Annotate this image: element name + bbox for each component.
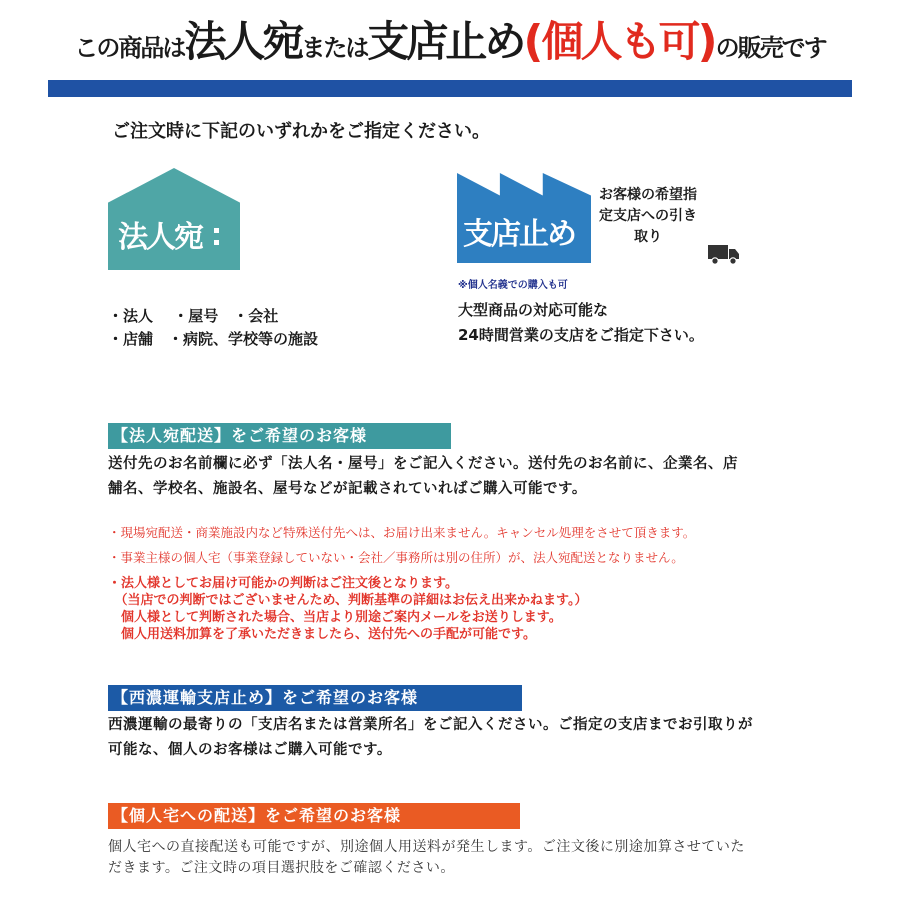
- truck-icon: [708, 243, 740, 265]
- header: [0, 0, 900, 100]
- corporate-note-1: ・現場宛配送・商業施設内など特殊送付先へは、お届け出来ません。キャンセル処理をさせて頂きます。: [108, 525, 696, 540]
- page-title: [0, 16, 900, 67]
- section-corporate-heading: 【法人宛配送】をご希望のお客様: [108, 423, 451, 449]
- title-individual-ok: 個人も可: [541, 17, 698, 66]
- section-corporate-body: 送付先のお名前欄に必ず「法人名・屋号」をご記入ください。送付先のお名前に、企業名、店舗名、学校名、施設名、屋号などが記載されていればご購入可能です。: [108, 456, 738, 497]
- house-window-dots: [214, 228, 220, 246]
- corporate-label: 法人宛: [118, 220, 202, 255]
- branch-label: 支店止め: [463, 217, 575, 252]
- pickup-text: お客様の希望指定支店への引き取り: [599, 187, 697, 245]
- title-paren-close: ): [697, 16, 716, 67]
- branch-note: ※個人名義での購入も可: [458, 280, 568, 291]
- intro-text: ご注文時に下記のいずれかをご指定ください。: [112, 121, 490, 142]
- corporate-note-3: ・法人様としてお届け可能かの判断はご注文後となります。 （当店での判断ではございませんため、判断基準の詳細はお伝え出来かねます。） 個人様として判断された場合、当店より別途ご案内メールをお送りします。 個人用送料加算を了承いただきましたら、送付先への手配が可能です。: [108, 576, 588, 642]
- title-part-6: の販売です: [715, 34, 826, 62]
- corporate-note-2: ・事業主様の個人宅（事業登録していない・会社／事務所は別の住所）が、法人宛配送となりません。: [108, 550, 684, 565]
- section-branch-body: 西濃運輸の最寄りの「支店名または営業所名」をご記入ください。ご指定の支店までお引取りが可能な、個人のお客様はご購入可能です。: [108, 717, 753, 758]
- factory-icon: [457, 173, 591, 263]
- title-part-1: この商品は: [74, 34, 185, 62]
- title-corporate: 法人宛: [184, 17, 302, 66]
- house-icon: [108, 168, 240, 270]
- title-paren-open: (: [523, 16, 542, 67]
- branch-description: 大型商品の対応可能な 24時間営業の支店をご指定下さい。: [458, 301, 704, 344]
- title-branch: 支店止め: [367, 17, 524, 66]
- header-underline: [48, 80, 852, 97]
- title-part-3: または: [301, 34, 368, 62]
- section-home-heading: 【個人宅への配送】をご希望のお客様: [108, 803, 520, 829]
- section-home-body: 個人宅への直接配送も可能ですが、別途個人用送料が発生します。ご注文後に別途加算させていただきます。ご注文時の項目選択肢をご確認ください。: [108, 839, 745, 876]
- corporate-bullets: ・法人 ・屋号 ・会社 ・店舗 ・病院、学校等の施設: [108, 307, 319, 348]
- section-branch-heading: 【西濃運輸支店止め】をご希望のお客様: [108, 685, 522, 711]
